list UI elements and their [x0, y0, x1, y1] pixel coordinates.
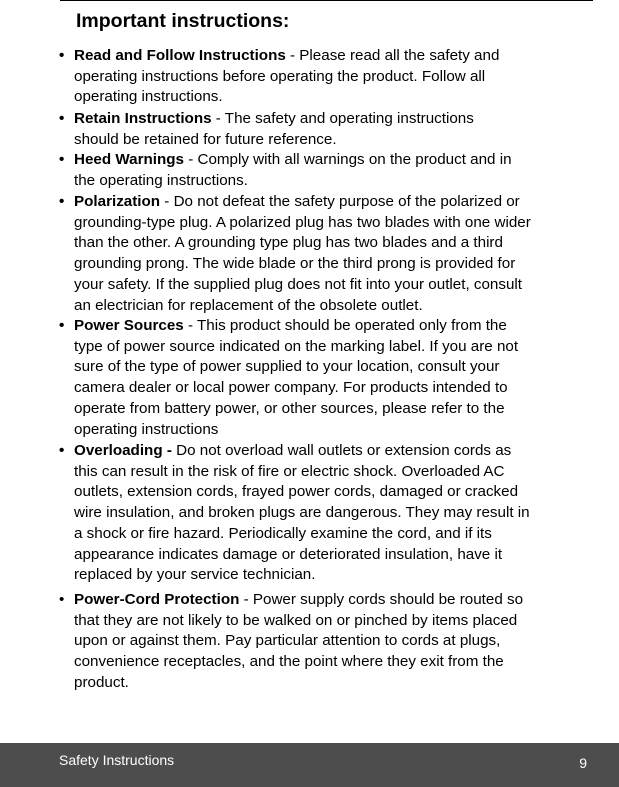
item-line-text: camera dealer or local power company. For products intended to — [74, 379, 508, 397]
item-line-text: grounding prong. The wide blade or the third prong is provided for — [74, 255, 516, 273]
item-line — [74, 130, 579, 151]
item-term: Read and Follow Instructions — [74, 47, 286, 64]
item-line-text: type of power source indicated on the marking label. If you are not — [74, 337, 519, 355]
item-line — [74, 482, 579, 503]
item-separator: - — [285, 47, 300, 64]
item-line-text: Do not overload wall outlets or extension cords as — [176, 442, 512, 459]
item-line-text: convenience receptacles, and the point where they exit from the — [74, 653, 504, 671]
item-line — [74, 67, 579, 88]
item-line — [74, 254, 579, 275]
bullet-marker: • — [59, 151, 65, 168]
item-line — [74, 109, 579, 130]
list-item — [59, 46, 579, 108]
item-line — [74, 441, 579, 462]
item-line-text: upon or against them. Pay particular attention to cords at plugs, — [74, 632, 501, 650]
item-line-text: Please read all the safety and — [299, 47, 500, 64]
top-rule — [60, 0, 593, 1]
item-line-text: wire insulation, and broken plugs are dangerous. They may result in — [74, 504, 530, 522]
item-line — [74, 631, 579, 652]
item-separator: - — [183, 151, 198, 168]
item-line-text: product. — [74, 673, 129, 691]
list-item — [59, 316, 579, 440]
item-line-text: should be retained for future reference. — [74, 130, 337, 148]
item-line-text: operating instructions — [74, 420, 219, 438]
item-text — [74, 109, 579, 150]
item-line — [74, 399, 579, 420]
bullet-marker: • — [59, 110, 65, 127]
list-item — [59, 590, 579, 694]
item-line — [74, 46, 579, 67]
item-line-text: Power supply cords should be routed so — [252, 591, 524, 608]
footer-title: Safety Instructions — [59, 752, 175, 768]
item-line — [74, 337, 579, 358]
item-term: Retain Instructions — [74, 110, 212, 127]
item-separator: - — [211, 110, 225, 127]
item-line — [74, 87, 579, 108]
item-line — [74, 420, 579, 441]
bullet-marker: • — [59, 591, 65, 608]
item-text — [74, 150, 579, 191]
item-line — [74, 213, 579, 234]
item-line — [74, 652, 579, 673]
item-line-text: operate from battery power, or other sources, please refer to the — [74, 399, 505, 417]
item-line — [74, 357, 579, 378]
item-line — [74, 171, 579, 192]
item-line — [74, 192, 579, 213]
item-separator: - — [183, 317, 197, 334]
item-line-text: that they are not likely to be walked on or pinched by items placed — [74, 611, 518, 629]
item-line — [74, 275, 579, 296]
item-line — [74, 316, 579, 337]
item-term: Power-Cord Protection — [74, 591, 240, 608]
item-line-text: operating instructions before operating the product. Follow all — [74, 67, 486, 85]
item-line-text: Do not defeat the safety purpose of the polarized or — [173, 193, 520, 210]
item-line-text: This product should be operated only from the — [196, 317, 507, 334]
item-line — [74, 503, 579, 524]
item-line — [74, 150, 579, 171]
item-line — [74, 611, 579, 632]
page-number: 9 — [579, 755, 587, 771]
item-line-text: an electrician for replacement of the obsolete outlet. — [74, 296, 423, 314]
page-heading: Important instructions: — [76, 10, 290, 32]
item-term: Power Sources — [74, 317, 184, 334]
item-line — [74, 565, 579, 586]
item-line — [74, 545, 579, 566]
item-line-text: grounding-type plug. A polarized plug has two blades with one wider — [74, 213, 531, 231]
bullet-marker: • — [59, 442, 65, 459]
item-line-text: sure of the type of power supplied to your location, consult your — [74, 358, 500, 376]
item-line — [74, 524, 579, 545]
page-footer — [0, 743, 619, 787]
item-separator: - — [239, 591, 253, 608]
list-item — [59, 441, 579, 586]
item-line-text: the operating instructions. — [74, 171, 248, 189]
list-item — [59, 192, 579, 316]
item-line-text: this can result in the risk of fire or electric shock. Overloaded AC — [74, 462, 505, 480]
list-item — [59, 150, 579, 191]
item-line — [74, 296, 579, 317]
item-text — [74, 441, 579, 586]
item-text — [74, 192, 579, 316]
item-text — [74, 46, 579, 108]
item-text — [74, 590, 579, 694]
item-line-text: operating instructions. — [74, 88, 223, 106]
item-term: Heed Warnings — [74, 151, 184, 168]
item-line — [74, 462, 579, 483]
bullet-marker: • — [59, 47, 65, 64]
item-line — [74, 378, 579, 399]
item-line — [74, 590, 579, 611]
item-line-text: Comply with all warnings on the product and in — [197, 151, 512, 168]
item-text — [74, 316, 579, 440]
item-line — [74, 673, 579, 694]
item-line-text: than the other. A grounding type plug has two blades and a third — [74, 234, 503, 252]
item-line-text: your safety. If the supplied plug does not fit into your outlet, consult — [74, 275, 523, 293]
item-separator: - — [160, 193, 174, 210]
item-line — [74, 233, 579, 254]
item-term: Overloading - — [74, 442, 172, 459]
item-term: Polarization — [74, 193, 161, 210]
item-line-text: appearance indicates damage or deteriorated insulation, have it — [74, 545, 503, 563]
item-line-text: outlets, extension cords, frayed power cords, damaged or cracked — [74, 483, 519, 501]
item-line-text: The safety and operating instructions — [224, 110, 474, 127]
bullet-marker: • — [59, 317, 65, 334]
item-line-text: a shock or fire hazard. Periodically examine the cord, and if its — [74, 524, 492, 542]
item-line-text: replaced by your service technician. — [74, 566, 316, 584]
bullet-marker: • — [59, 193, 65, 210]
list-item — [59, 109, 579, 150]
